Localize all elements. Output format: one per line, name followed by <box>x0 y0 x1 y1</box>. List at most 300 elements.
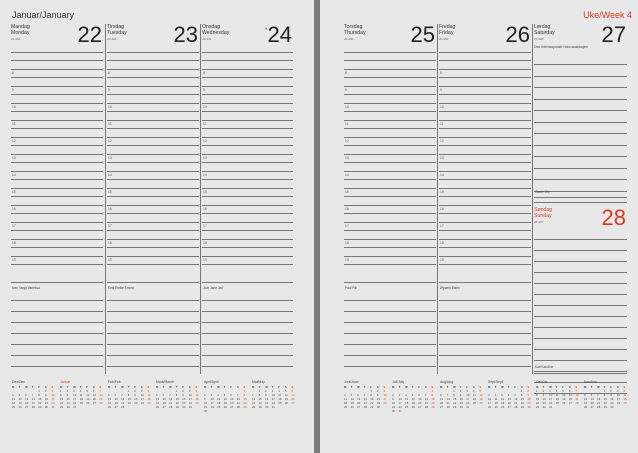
day-name-english: Thursday <box>344 30 366 36</box>
calendar-date: 10 <box>210 397 214 401</box>
calendar-date: 3 <box>616 389 619 393</box>
ruled-line <box>534 316 627 317</box>
ruled-line <box>439 94 531 95</box>
calendar-date: 26 <box>156 405 160 409</box>
calendar-date: 31 <box>398 409 402 413</box>
calendar-date: 3 <box>271 389 274 393</box>
calendar-date: 15 <box>520 397 524 401</box>
calendar-date: 13 <box>507 397 511 401</box>
page-title-week: Uke/Week 4 <box>583 10 632 20</box>
weekday-header: W <box>217 385 220 389</box>
ruled-line <box>202 179 293 180</box>
calendar-date: 26 <box>501 405 505 409</box>
calendar-date: 10 <box>271 393 275 397</box>
calendar-date: 5 <box>156 393 158 397</box>
day-column <box>344 24 436 374</box>
calendar-date: 23 <box>392 405 396 409</box>
calendar-date: 4 <box>555 389 558 393</box>
weekday-header: M <box>252 385 255 389</box>
weekday-header: W <box>169 385 172 389</box>
calendar-date: 28 <box>514 405 518 409</box>
calendar-date: 1 <box>38 389 40 393</box>
calendar-date: 1 <box>60 389 62 393</box>
ruled-line <box>344 222 436 223</box>
calendar-date: 15 <box>453 397 457 401</box>
calendar-date: 9 <box>376 393 379 397</box>
calendar-date: 8 <box>175 393 178 397</box>
ruled-line <box>344 52 436 53</box>
ruled-line <box>439 205 531 206</box>
day-of-year: 22-344 <box>11 37 21 41</box>
calendar-date: 1 <box>243 389 245 393</box>
ruled-line <box>439 333 531 334</box>
calendar-date: 13 <box>230 397 234 401</box>
calendar-date: 11 <box>555 393 559 397</box>
calendar-date: 28 <box>121 405 125 409</box>
day-name-english: Tuesday <box>107 30 127 36</box>
calendar-date: 1 <box>536 389 538 393</box>
calendar-date: 15 <box>258 397 262 401</box>
calendar-date: 13 <box>440 397 444 401</box>
ruled-line <box>107 239 199 240</box>
ruled-line <box>439 145 531 146</box>
calendar-date: 18 <box>195 397 199 401</box>
calendar-date: 5 <box>18 393 21 397</box>
calendar-date: 27 <box>418 405 422 409</box>
calendar-date: 23 <box>527 401 531 405</box>
ruled-line <box>11 239 103 240</box>
calendar-date: 5 <box>479 389 481 393</box>
calendar-date: 9 <box>542 393 545 397</box>
calendar-date: 17 <box>383 397 387 401</box>
calendar-date: 31 <box>466 405 470 409</box>
weekday-header: M <box>156 385 159 389</box>
mini-calendar <box>12 380 58 409</box>
calendar-date: 21 <box>424 401 428 405</box>
day-name-norwegian: Fredag <box>439 24 456 30</box>
ruled-line <box>107 77 199 78</box>
calendar-date: 23 <box>376 401 380 405</box>
calendar-date: 24 <box>271 401 275 405</box>
mini-calendar-title: Sept/Sept <box>488 380 503 384</box>
calendar-date: 18 <box>344 401 348 405</box>
hour-label: 11 <box>108 121 112 126</box>
calendar-date: 16 <box>610 397 614 401</box>
calendar-date: 3 <box>488 393 490 397</box>
calendar-date: 23 <box>182 401 186 405</box>
ruled-line <box>107 103 199 104</box>
ruled-line <box>107 300 199 301</box>
calendar-date: 11 <box>344 397 347 401</box>
hour-label: 16 <box>345 206 349 211</box>
calendar-date: 2 <box>134 389 136 393</box>
ruled-line <box>202 222 293 223</box>
mini-calendar <box>392 380 438 413</box>
day-column <box>439 24 531 374</box>
day-of-year: 25-340 <box>344 37 354 41</box>
hour-label: 15 <box>203 189 207 194</box>
calendar-date <box>237 409 244 413</box>
weekday-header: T <box>162 385 165 389</box>
day-number: 24 <box>267 22 292 47</box>
name-day: Karl Karoline <box>535 365 554 369</box>
hour-label: 17 <box>440 223 444 228</box>
calendar-date: 13 <box>357 397 361 401</box>
calendar-date: 23 <box>265 401 269 405</box>
ruled-line <box>344 111 436 112</box>
column-divider <box>200 24 201 374</box>
calendar-date: 3 <box>210 393 213 397</box>
calendar-date: 27 <box>507 405 511 409</box>
calendar-date: 20 <box>92 397 96 401</box>
ruled-line <box>107 222 199 223</box>
calendar-date: 20 <box>590 401 594 405</box>
calendar-date: 2 <box>542 389 545 393</box>
calendar-date: 1 <box>603 389 606 393</box>
calendar-date <box>224 409 231 413</box>
calendar-date: 24 <box>383 401 387 405</box>
weekday-header: W <box>453 385 456 389</box>
hour-label: 14 <box>345 172 349 177</box>
calendar-date <box>569 405 576 409</box>
calendar-date: 1 <box>175 389 178 393</box>
calendar-date: 5 <box>86 389 88 393</box>
calendar-date: 10 <box>549 393 553 397</box>
weekday-header: S <box>527 385 530 389</box>
calendar-date: 2 <box>265 389 267 393</box>
calendar-date: 16 <box>204 401 208 405</box>
calendar-date: 6 <box>507 393 510 397</box>
calendar-date: 22 <box>370 401 374 405</box>
ruled-line <box>202 145 293 146</box>
calendar-date: 4 <box>217 393 219 397</box>
weekday-header: T <box>79 385 82 389</box>
calendar-date <box>425 409 432 413</box>
calendar-date: 2 <box>44 389 47 393</box>
calendar-date: 11 <box>623 393 627 397</box>
weekday-header: M <box>392 385 395 389</box>
day-of-year: 23-343 <box>107 37 117 41</box>
hour-label: 19 <box>108 257 112 262</box>
ruled-line <box>534 64 627 65</box>
calendar-date: 20 <box>114 401 118 405</box>
calendar-date: 11 <box>195 393 199 397</box>
calendar-date: 29 <box>60 405 64 409</box>
hour-label: 8 <box>345 70 347 75</box>
calendar-date: 3 <box>73 389 75 393</box>
calendar-date: 31 <box>73 405 77 409</box>
calendar-date: 20 <box>357 401 361 405</box>
weekday-header: M <box>440 385 443 389</box>
hour-label: 10 <box>440 104 444 109</box>
ruled-line <box>11 77 103 78</box>
calendar-date: 1 <box>127 389 130 393</box>
mini-calendar-grid <box>156 385 202 409</box>
hour-label: 19 <box>203 257 207 262</box>
calendar-date: 28 <box>363 405 367 409</box>
calendar-date: 5 <box>350 393 353 397</box>
calendar-date: 29 <box>370 405 374 409</box>
ruled-line <box>107 205 199 206</box>
calendar-date: 3 <box>398 393 401 397</box>
day-name-norwegian: Søndag <box>534 207 553 213</box>
weekday-header: S <box>195 385 198 389</box>
weekday-header: T <box>66 385 69 389</box>
hour-label: 14 <box>440 172 444 177</box>
mini-calendar-title: Feb/Feb <box>108 380 121 384</box>
calendar-date: 22 <box>431 401 435 405</box>
mini-calendar-title: Nov/Nov <box>584 380 598 384</box>
hour-label: 18 <box>345 240 349 245</box>
calendar-date: 29 <box>536 405 540 409</box>
calendar-date <box>80 405 87 409</box>
ruled-line <box>11 355 103 356</box>
calendar-date: 18 <box>494 401 498 405</box>
hour-label: 18 <box>12 240 16 245</box>
calendar-date: 30 <box>392 409 396 413</box>
calendar-date: 21 <box>99 397 103 401</box>
day-of-year: 24-342 <box>202 37 212 41</box>
calendar-date: 23 <box>66 401 70 405</box>
hour-label: 18 <box>108 240 112 245</box>
ruled-line <box>439 230 531 231</box>
ruled-line <box>202 264 293 265</box>
calendar-date: 25 <box>217 405 221 409</box>
day-column <box>11 24 103 374</box>
calendar-date: 6 <box>114 393 117 397</box>
hour-label: 16 <box>12 206 16 211</box>
calendar-date: 16 <box>376 397 380 401</box>
day-column <box>534 207 627 375</box>
ruled-line <box>202 137 293 138</box>
calendar-date: 16 <box>459 397 463 401</box>
ruled-line <box>107 171 199 172</box>
ruled-line <box>107 344 199 345</box>
calendar-date: 13 <box>590 397 594 401</box>
ruled-line <box>11 94 103 95</box>
calendar-date: 9 <box>204 397 206 401</box>
calendar-date: 17 <box>549 397 553 401</box>
calendar-date: 24 <box>51 401 55 405</box>
calendar-date: 16 <box>542 397 546 401</box>
ruled-line <box>344 213 436 214</box>
calendar-date: 14 <box>169 397 173 401</box>
calendar-date: 12 <box>479 393 483 397</box>
calendar-date: 26 <box>108 405 112 409</box>
day-column <box>534 24 627 199</box>
calendar-date <box>211 409 218 413</box>
weekday-header: M <box>344 385 347 389</box>
ruled-line <box>344 162 436 163</box>
left-page <box>0 0 314 453</box>
ruled-line <box>107 322 199 323</box>
name-day: Joar Jarle Jarl <box>203 286 224 290</box>
calendar-date: 20 <box>162 401 166 405</box>
weekday-header: M <box>60 385 63 389</box>
calendar-date: 6 <box>440 393 442 397</box>
calendar-date: 10 <box>140 393 144 397</box>
calendar-date: 25 <box>555 401 559 405</box>
ruled-line <box>11 188 103 189</box>
ruled-line <box>202 77 293 78</box>
calendar-date: 15 <box>60 397 64 401</box>
hour-label: 14 <box>108 172 112 177</box>
ruled-line <box>107 154 199 155</box>
weekday-header: W <box>405 385 408 389</box>
ruled-line <box>11 137 103 138</box>
day-name-norwegian: Lørdag <box>534 24 551 30</box>
weekday-header: W <box>121 385 124 389</box>
ruled-line <box>107 94 199 95</box>
calendar-date: 12 <box>350 397 354 401</box>
calendar-date: 5 <box>108 393 110 397</box>
calendar-date: 24 <box>616 401 620 405</box>
ruled-line <box>534 250 627 251</box>
calendar-date: 11 <box>147 393 151 397</box>
hour-label: 17 <box>345 223 349 228</box>
calendar-date: 6 <box>357 393 359 397</box>
name-day: Gaute Gry <box>535 190 550 194</box>
calendar-date: 25 <box>472 401 476 405</box>
calendar-date: 27 <box>440 405 444 409</box>
mini-calendar-title: Des/Dec <box>12 380 26 384</box>
hour-label: 10 <box>12 104 16 109</box>
calendar-date: 18 <box>405 401 409 405</box>
mini-calendar-grid <box>536 385 582 409</box>
calendar-date: 25 <box>79 401 83 405</box>
hour-label: 9 <box>440 87 442 92</box>
calendar-date: 6 <box>568 389 571 393</box>
calendar-date: 28 <box>99 401 103 405</box>
ruled-line <box>11 247 103 248</box>
calendar-date: 25 <box>494 405 498 409</box>
calendar-date: 6 <box>590 393 593 397</box>
mini-calendar-grid <box>60 385 106 409</box>
calendar-date: 2 <box>392 393 394 397</box>
calendar-date: 10 <box>398 397 402 401</box>
calendar-date: 11 <box>12 397 15 401</box>
calendar-date: 6 <box>230 393 232 397</box>
ruled-line <box>439 366 531 367</box>
ruled-line <box>107 145 199 146</box>
calendar-date: 2 <box>182 389 184 393</box>
day-number: 28 <box>601 205 626 230</box>
calendar-date: 26 <box>350 405 354 409</box>
mini-calendar-title: Aug/Aug <box>440 380 454 384</box>
ruled-line <box>439 322 531 323</box>
calendar-date: 5 <box>411 393 414 397</box>
calendar-date: 4 <box>147 389 149 393</box>
calendar-date: 13 <box>114 397 118 401</box>
calendar-date: 22 <box>603 401 607 405</box>
ruled-line <box>11 179 103 180</box>
hour-label: 12 <box>345 138 349 143</box>
calendar-date: 5 <box>284 389 287 393</box>
calendar-date: 14 <box>31 397 35 401</box>
calendar-date: 27 <box>291 401 295 405</box>
calendar-date: 22 <box>258 401 262 405</box>
calendar-date: 20 <box>25 401 29 405</box>
calendar-date: 8 <box>38 393 40 397</box>
calendar-date: 19 <box>350 401 354 405</box>
calendar-date: 9 <box>265 393 267 397</box>
calendar-date <box>243 409 250 413</box>
mini-calendar <box>488 380 534 409</box>
day-name-english: Monday <box>11 30 30 36</box>
hour-label: 19 <box>345 257 349 262</box>
calendar-date: 18 <box>555 397 559 401</box>
calendar-date <box>383 405 390 409</box>
day-name-english: Wednesday <box>202 30 230 36</box>
calendar-date: 24 <box>73 401 77 405</box>
right-page <box>320 0 638 453</box>
mini-calendar <box>536 380 582 409</box>
calendar-date: 6 <box>418 393 420 397</box>
mini-calendar-grid <box>488 385 534 409</box>
ruled-line <box>11 282 103 283</box>
hour-label: 11 <box>440 121 444 126</box>
mini-calendar <box>204 380 250 413</box>
ruled-line <box>11 322 103 323</box>
weekday-header: T <box>18 385 21 389</box>
calendar-date: 16 <box>265 397 269 401</box>
day-name-norwegian: Tirsdag <box>107 24 125 30</box>
calendar-date: 17 <box>616 397 620 401</box>
day-number: 26 <box>505 22 530 47</box>
calendar-date: 13 <box>25 397 29 401</box>
ruled-line <box>107 311 199 312</box>
calendar-date: 12 <box>156 397 160 401</box>
calendar-date: 10 <box>488 397 492 401</box>
hour-label: 12 <box>12 138 16 143</box>
hour-label: 11 <box>12 121 16 126</box>
calendar-date: 17 <box>188 397 192 401</box>
calendar-date <box>556 405 563 409</box>
calendar-date: 16 <box>182 397 186 401</box>
calendar-date: 21 <box>363 401 367 405</box>
calendar-date: 6 <box>92 389 95 393</box>
calendar-date: 1 <box>453 389 455 393</box>
hour-label: 14 <box>12 172 16 177</box>
weekday-header: F <box>370 385 372 389</box>
calendar-date: 19 <box>86 397 90 401</box>
calendar-date: 27 <box>25 405 29 409</box>
calendar-date: 2 <box>459 389 462 393</box>
ruled-line <box>439 247 531 248</box>
calendar-date: 8 <box>431 393 433 397</box>
calendar-date: 14 <box>252 397 256 401</box>
weekday-header: F <box>418 385 420 389</box>
ruled-line <box>11 52 103 53</box>
calendar-date: 2 <box>610 389 612 393</box>
calendar-date: 21 <box>121 401 125 405</box>
calendar-date: 17 <box>398 401 402 405</box>
weekday-header: F <box>278 385 280 389</box>
calendar-date: 29 <box>520 405 524 409</box>
ruled-line <box>534 145 627 146</box>
calendar-date: 18 <box>147 397 151 401</box>
hour-label: 10 <box>345 104 349 109</box>
weekday-header: T <box>258 385 261 389</box>
hour-label: 10 <box>108 104 112 109</box>
calendar-date: 24 <box>488 405 492 409</box>
calendar-date: 20 <box>291 397 295 401</box>
ruled-line <box>344 137 436 138</box>
mini-calendar <box>60 380 106 409</box>
calendar-date: 14 <box>575 393 579 397</box>
ruled-line <box>344 86 436 87</box>
calendar-date: 1 <box>431 389 433 393</box>
